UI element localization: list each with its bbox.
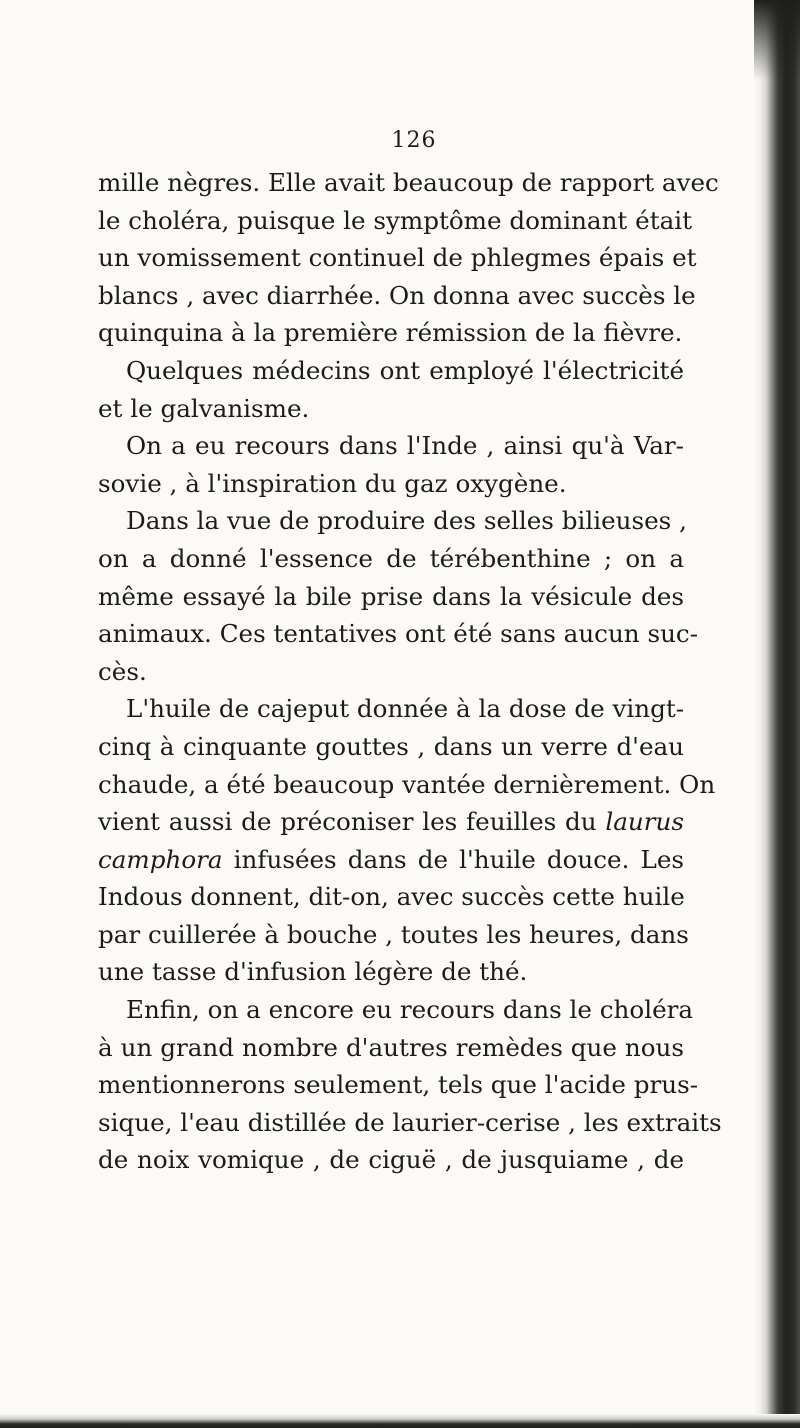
page-edge-shadow	[754, 0, 800, 1428]
text-line: animaux. Ces tentatives ont été sans aucun suc-	[98, 619, 699, 649]
text-line: chaude, a été beaucoup vantée dernièrement. On	[98, 769, 716, 799]
text-line: On a eu recours dans l'Inde , ainsi qu'à Var-	[126, 431, 684, 461]
text-line: mentionnerons seulement, tels que l'acide prus-	[98, 1070, 699, 1100]
text-line: le choléra, puisque le symptôme dominant était	[98, 205, 692, 235]
italic-term: camphora	[98, 844, 223, 874]
text-line: L'huile de cajeput donnée à la dose de vingt-	[126, 694, 685, 724]
text-line: blancs , avec diarrhée. On donna avec succès le	[98, 280, 696, 310]
text-line: une tasse d'infusion légère de thé.	[98, 957, 528, 987]
text-line: camphora infusées dans de l'huile douce. Les	[98, 844, 684, 874]
text-line: par cuillerée à bouche , toutes les heures, dans	[98, 919, 689, 949]
page-number: 126	[391, 128, 437, 153]
text-line: et le galvanisme.	[98, 393, 310, 423]
text-line: quinquina à la première rémission de la fièvre.	[98, 318, 683, 348]
text-line: Indous donnent, dit-on, avec succès cette huile	[98, 882, 685, 912]
text-line: on a donné l'essence de térébenthine ; on a	[98, 543, 684, 573]
text-line: à un grand nombre d'autres remèdes que nous	[98, 1032, 684, 1062]
text-line: sique, l'eau distillée de laurier-cerise , les extraits	[98, 1107, 722, 1137]
text-line: vient aussi de préconiser les feuilles du laurus	[98, 807, 684, 837]
text-line: Dans la vue de produire des selles bilieuses ,	[126, 506, 687, 536]
text-line: cinq à cinquante gouttes , dans un verre d'eau	[98, 731, 684, 761]
body-text	[98, 164, 722, 1179]
text-line: cès.	[98, 656, 147, 686]
text-line: sovie , à l'inspiration du gaz oxygène.	[98, 468, 567, 498]
text-line: Enfin, on a encore eu recours dans le choléra	[126, 995, 694, 1025]
text-line: un vomissement continuel de phlegmes épais et	[98, 243, 697, 273]
text-line: même essayé la bile prise dans la vésicule des	[98, 581, 684, 611]
italic-term: laurus	[605, 807, 684, 837]
text-line: de noix vomique , de ciguë , de jusquiame , de	[98, 1145, 684, 1175]
text-line: Quelques médecins ont employé l'électricité	[126, 355, 684, 385]
text-line: mille nègres. Elle avait beaucoup de rapport avec	[98, 168, 719, 197]
page-bottom-edge	[0, 1414, 800, 1428]
